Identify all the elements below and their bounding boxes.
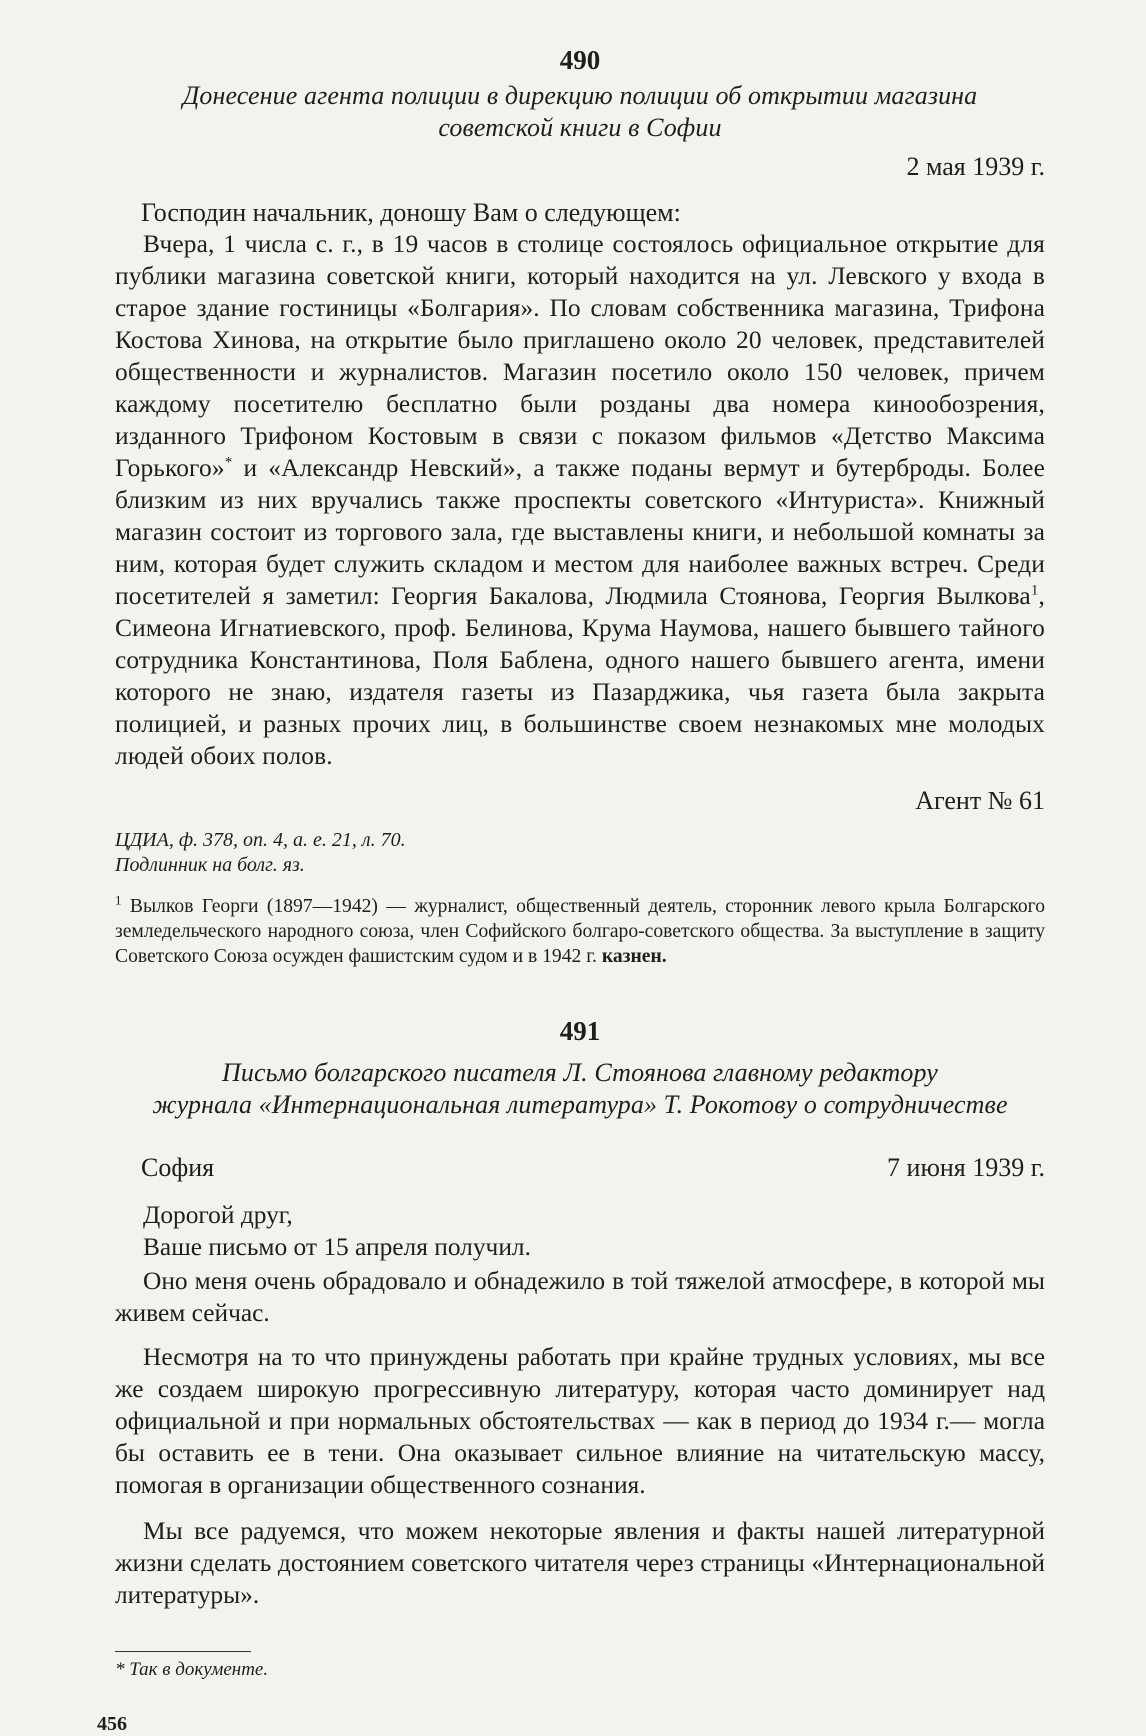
- star-footnote: * Так в документе.: [115, 1659, 269, 1680]
- letter-greeting: Дорогой друг,: [143, 1201, 293, 1229]
- title-line-2: советской книги в Софии: [438, 113, 722, 142]
- place-date-row: [115, 1151, 1045, 1185]
- body-part-1: Вчера, 1 числа с. г., в 19 часов в столице состоялось официальное открытие для публики магазина советской книги, который находится на ул. Левского у входа в старое здание гостиницы «Болгария». По словам собственника магазина, Трифона Костова Хинова, на открытие было приглашено около 20 человек, представителей общественности и журналистов. Магазин посетило около 150 человек, причем каждому посетителю бесплатно были розданы два номера кинообозрения, изданного Трифоном Костовым в связи с показом фильмов «Детство Максима Горького»: [115, 230, 1045, 482]
- body-part-3: , Симеона Игнатиевского, проф. Белинова, Крума Наумова, нашего бывшего тайного сотрудника Константинова, Поля Баблена, одного нашего бывшего агента, имени которого не знаю, издателя газеты из Пазарджика, чья газета была закрыта полицией, и разных прочих лиц, в большинстве своем незнакомых мне молодых людей обоих полов.: [115, 582, 1045, 770]
- letter-date: 7 июня 1939 г.: [887, 1153, 1045, 1182]
- page-number: 456: [97, 1713, 127, 1735]
- document-title-491: [115, 1057, 1045, 1121]
- document-number-490: 490: [559, 45, 601, 75]
- archive-line-1: ЦДИА, ф. 378, оп. 4, а. е. 21, л. 70.: [115, 829, 406, 851]
- document-date-490: 2 мая 1939 г.: [906, 152, 1045, 181]
- footnote-rule: [115, 1651, 251, 1652]
- signature: Агент № 61: [915, 786, 1045, 815]
- letter-paragraph-3: Мы все радуемся, что можем некоторые явления и факты нашей литературной жизни сделать достоянием советского читателя через страницы «Интернациональной литературы».: [115, 1517, 1045, 1609]
- footnote-marker: 1: [115, 892, 122, 908]
- letter-line-2: Ваше письмо от 15 апреля получил.: [143, 1233, 531, 1261]
- letter-place: София: [141, 1153, 215, 1182]
- title-line-2: журнала «Интернациональная литература» Т. Рокотову о сотрудничестве: [152, 1090, 1008, 1119]
- body-part-2: и «Александр Невский», а также поданы вермут и бутерброды. Более близким из них вручались также проспекты советского «Интуриста». Книжный магазин состоит из торгового зала, где выставлены книги, и небольшой комнаты за ним, которая будет служить складом и местом для наиболее важных встреч. Среди посетителей я заметил: Георгия Бакалова, Людмила Стоянова, Георгия Вылкова: [115, 454, 1045, 610]
- report-body: [115, 228, 1045, 772]
- footnote-bold: казнен.: [601, 946, 667, 967]
- title-line-1: Письмо болгарского писателя Л. Стоянова главному редактору: [222, 1058, 938, 1087]
- asterisk-ref: *: [224, 454, 233, 471]
- document-page: [97, 40, 1045, 1736]
- footnote-text: Вылков Георги (1897—1942) — журналист, общественный деятель, сторонник левого крыла Болгарского земледельческого народного союза, член Софийского болгаро-советского общества. За выступление в защиту Советского Союза осужден фашистским судом и в 1942 г.: [115, 896, 1045, 967]
- document-number-491: 491: [559, 1016, 601, 1046]
- document-title-490: [115, 80, 1045, 144]
- letter-paragraph-2: Несмотря на то что принуждены работать при крайне трудных условиях, мы все же создаем широкую прогрессивную литературу, которая часто доминирует над официальной и при нормальных обстоятельствах — как в период до 1934 г.— могла бы оставить ее в тени. Она оказывает сильное влияние на читательскую массу, помогая в организации общественного сознания.: [115, 1343, 1045, 1499]
- letter-paragraph-1: Оно меня очень обрадовало и обнадежило в той тяжелой атмосфере, в которой мы живем сейчас.: [115, 1267, 1045, 1327]
- footnote-1: [115, 894, 1045, 969]
- archive-reference: [115, 828, 1045, 878]
- archive-line-2: Подлинник на болг. яз.: [115, 854, 305, 876]
- title-line-1: Донесение агента полиции в дирекцию полиции об открытии магазина: [182, 81, 978, 110]
- footnote-ref-1: 1: [1030, 582, 1039, 599]
- salutation: Господин начальник, доношу Вам о следующем:: [141, 198, 681, 227]
